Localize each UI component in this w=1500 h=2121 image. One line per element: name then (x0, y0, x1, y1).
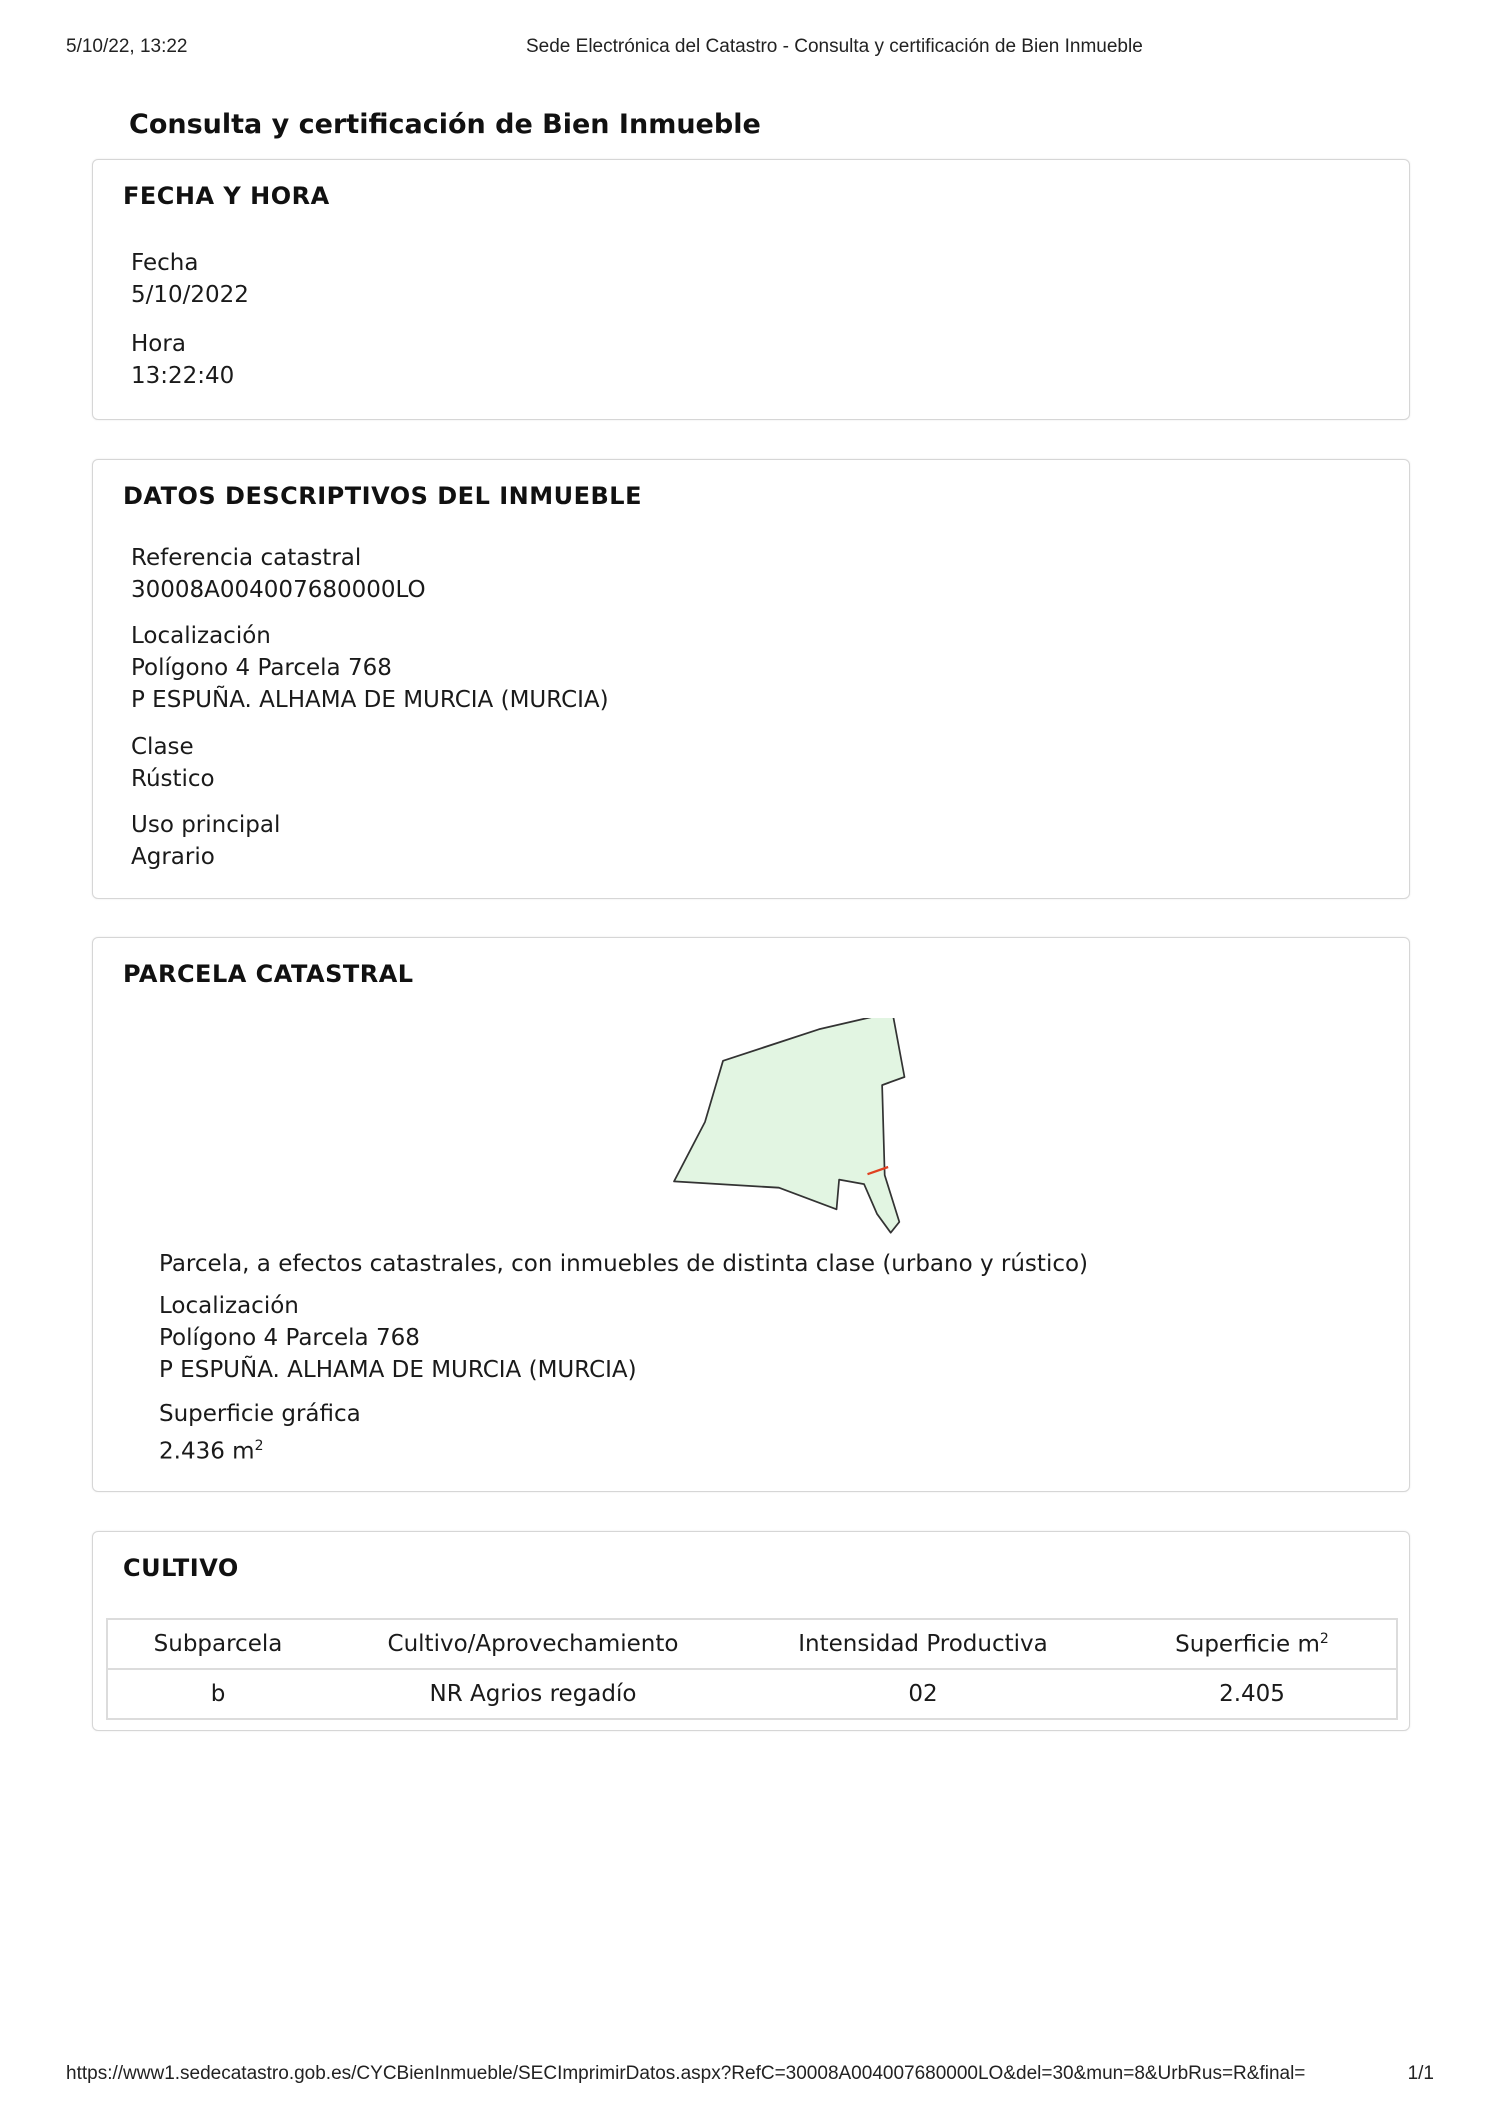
superficie-unit-sup: 2 (254, 1438, 264, 1454)
clase-value: Rústico (131, 766, 215, 792)
parcela-catastral-panel (92, 937, 1410, 1492)
cultivo-header-row (107, 1619, 1397, 1669)
parcela-localizacion-label: Localización (159, 1293, 299, 1319)
datos-heading: DATOS DESCRIPTIVOS DEL INMUEBLE (123, 482, 642, 510)
uso-value: Agrario (131, 844, 215, 870)
datos-descriptivos-panel (92, 459, 1410, 899)
cell-superficie: 2.405 (1219, 1681, 1285, 1707)
parcela-localizacion-field (159, 1290, 637, 1386)
col-cultivo: Cultivo/Aprovechamiento (328, 1619, 738, 1669)
fecha-value: 5/10/2022 (131, 282, 249, 308)
parcel-map (653, 1018, 953, 1248)
print-page-title: Sede Electrónica del Catastro - Consulta y certificación de Bien Inmueble (526, 36, 1143, 57)
fecha-field (131, 247, 249, 311)
table-row (107, 1669, 1397, 1719)
print-header (66, 36, 1434, 60)
fecha-hora-heading: FECHA Y HORA (123, 182, 330, 210)
print-url: https://www1.sedecatastro.gob.es/CYCBienInmueble/SECImprimirDatos.aspx?RefC=30008A004007680000LO&del=30&mun=8&UrbRus=R&final= (66, 2063, 1306, 2084)
cultivo-panel (92, 1531, 1410, 1731)
fecha-hora-panel (92, 159, 1410, 420)
print-page-number: 1/1 (1407, 2063, 1434, 2084)
localizacion-field (131, 620, 609, 716)
localizacion-line1: Polígono 4 Parcela 768 (131, 655, 392, 681)
parcela-heading: PARCELA CATASTRAL (123, 960, 414, 988)
referencia-value: 30008A004007680000LO (131, 577, 426, 603)
parcela-note-text: Parcela, a efectos catastrales, con inmuebles de distinta clase (urbano y rústico) (159, 1251, 1089, 1277)
hora-field (131, 328, 234, 392)
parcela-localizacion-line2: P ESPUÑA. ALHAMA DE MURCIA (MURCIA) (159, 1357, 637, 1383)
page-title: Consulta y certificación de Bien Inmueble (129, 109, 761, 140)
parcela-note (159, 1248, 1088, 1280)
fecha-label: Fecha (131, 250, 199, 276)
superficie-value: 2.436 $m^2$ (159, 1438, 264, 1465)
cell-subparcela: b (210, 1681, 226, 1707)
cell-cultivo: NR Agrios regadío (429, 1681, 637, 1707)
superficie-label: Superficie gráfica (159, 1401, 361, 1427)
parcela-localizacion-line1: Polígono 4 Parcela 768 (159, 1325, 420, 1351)
superficie-field (159, 1398, 361, 1468)
uso-field (131, 809, 280, 873)
col-subparcela: Subparcela (107, 1619, 328, 1669)
col-superficie: Superficie $m^2$ (1108, 1619, 1397, 1669)
col-intensidad: Intensidad Productiva (738, 1619, 1108, 1669)
cell-intensidad: 02 (908, 1681, 938, 1707)
localizacion-label: Localización (131, 623, 271, 649)
referencia-label: Referencia catastral (131, 545, 362, 571)
parcel-shape (674, 1018, 904, 1233)
uso-label: Uso principal (131, 812, 281, 838)
cultivo-heading: CULTIVO (123, 1554, 239, 1582)
clase-field (131, 731, 215, 795)
clase-label: Clase (131, 734, 194, 760)
print-datetime: 5/10/22, 13:22 (66, 36, 188, 57)
print-footer (66, 2063, 1434, 2085)
referencia-field (131, 542, 426, 606)
localizacion-line2: P ESPUÑA. ALHAMA DE MURCIA (MURCIA) (131, 687, 609, 713)
hora-value: 13:22:40 (131, 363, 235, 389)
cultivo-table (106, 1618, 1398, 1720)
hora-label: Hora (131, 331, 186, 357)
